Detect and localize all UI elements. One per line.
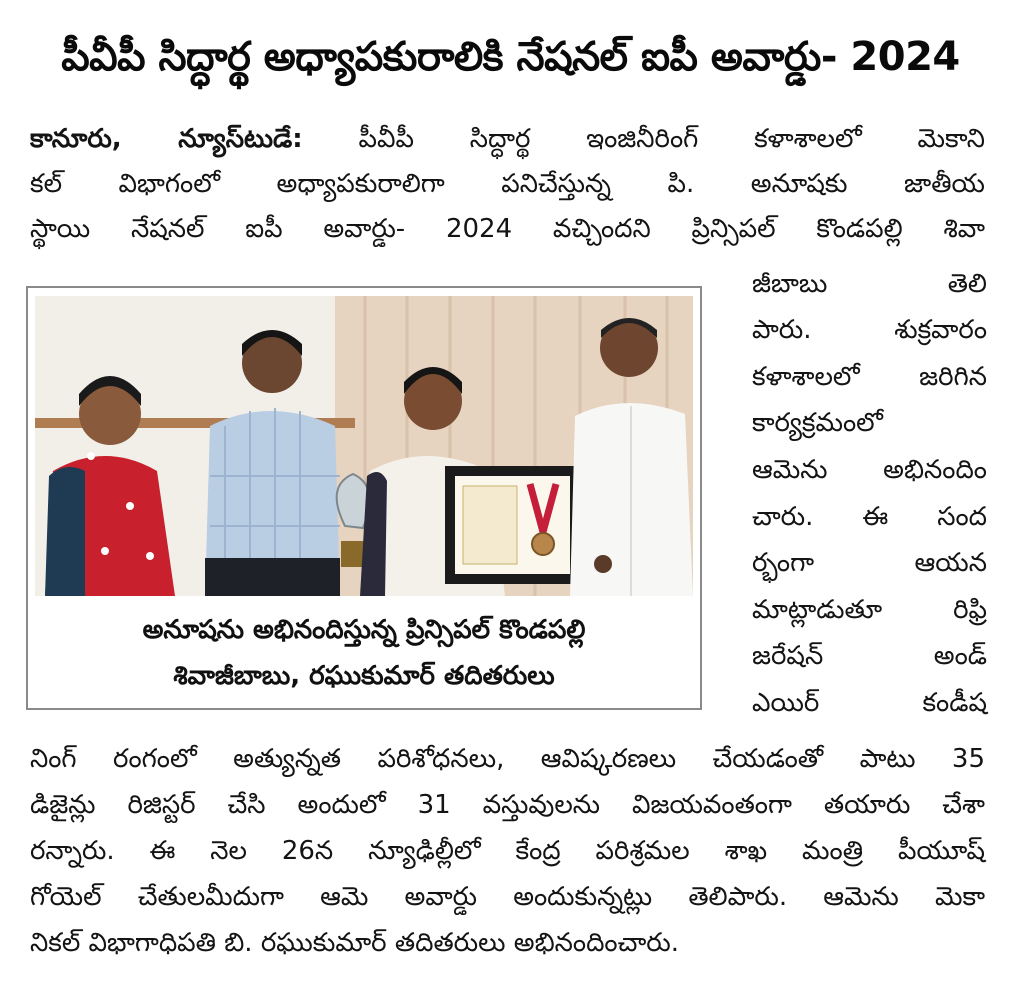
dateline: కానూరు, న్యూస్‌టుడే: <box>30 124 303 154</box>
photo-box <box>26 286 702 710</box>
photo-caption-line-2: శివాజీబాబు, రఘుకుమార్ తదితరులు <box>173 661 555 691</box>
award-photo-illustration <box>35 296 693 596</box>
side-line-2: పారు. శుక్రవారం <box>752 315 987 345</box>
side-line-9: జరేషన్ అండ్ <box>752 641 987 671</box>
body-line-4: నింగ్ రంగంలో అత్యున్నత పరిశోధనలు, ఆవిష్కరణలు చేయడంతో పాటు 35 <box>30 744 985 774</box>
side-line-7: ర్భంగా ఆయన <box>752 548 987 578</box>
body-line-5: డిజైన్లు రిజిస్టర్ చేసి అందులో 31 వస్తువులను విజయవంతంగా తయారు చేశా <box>30 790 985 820</box>
body-line-2: కల్ విభాగంలో అధ్యాపకురాలిగా పనిచేస్తున్న పి. అనూషకు జాతీయ <box>30 169 985 199</box>
award-photo <box>35 296 693 596</box>
side-line-1: జీబాబు తెలి <box>752 269 987 299</box>
body-line-8: నికల్ విభాగాధిపతి బి. రఘుకుమార్ తదితరులు అభినందించారు. <box>30 928 679 958</box>
headline: పీవీపీ సిద్ధార్థ అధ్యాపకురాలికి నేషనల్ ఐపీ అవార్డు- 2024 <box>61 34 960 80</box>
side-line-6: చారు. ఈ సంద <box>752 502 987 532</box>
body-line-1-text: పీవీపీ సిద్ధార్థ ఇంజినీరింగ్ కళాశాలలో మెకాని <box>358 124 986 154</box>
body-line-3: స్థాయి నేషనల్ ఐపీ అవార్డు- 2024 వచ్చిందని ప్రిన్సిపల్ కొండపల్లి శివా <box>30 214 985 244</box>
side-line-3: కళాశాలలో జరిగిన <box>752 362 987 392</box>
body-line-6: రన్నారు. ఈ నెల 26న న్యూఢిల్లీలో కేంద్ర పరిశ్రమల శాఖ మంత్రి పీయూష్ <box>30 836 985 866</box>
side-line-10: ఎయిర్ కండీష <box>752 688 987 718</box>
body-line-1 <box>30 118 985 160</box>
photo-caption-line-1: అనూషను అభినందిస్తున్న ప్రిన్సిపల్ కొండపల్లి <box>142 615 586 645</box>
body-line-7: గోయెల్ చేతులమీదుగా ఆమె అవార్డు అందుకున్నట్లు తెలిపారు. ఆమెను మెకా <box>30 882 985 912</box>
side-line-4: కార్యక్రమంలో <box>752 408 883 438</box>
framed-certificate <box>445 466 580 584</box>
side-line-8: మాట్లాడుతూ రిఫ్రి <box>752 595 987 625</box>
side-line-5: ఆమెను అభినందిం <box>752 455 987 485</box>
